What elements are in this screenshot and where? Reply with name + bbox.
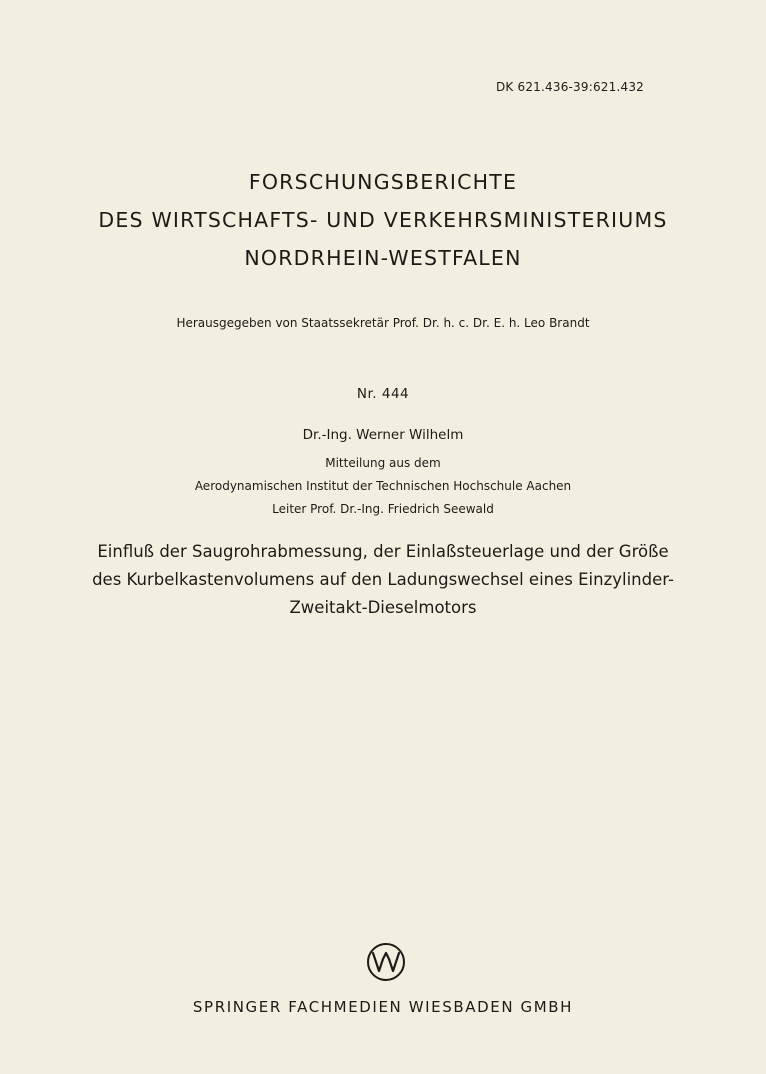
report-number: Nr. 444 <box>356 386 410 402</box>
editor-line: Herausgegeben von Staatssekretär Prof. Dr. h. c. Dr. E. h. Leo Brandt <box>176 316 590 330</box>
series-title-line: FORSCHUNGSBERICHTE <box>248 170 518 194</box>
report-title-line: Einfluß der Saugrohrabmessung, der Einlaßsteuerlage und der Größe <box>97 542 669 561</box>
series-title-line: NORDRHEIN-WESTFALEN <box>244 246 522 270</box>
affiliation-line: Aerodynamischen Institut der Technischen Hochschule Aachen <box>194 479 572 493</box>
affiliation-line: Mitteilung aus dem <box>325 456 441 470</box>
publisher-name: SPRINGER FACHMEDIEN WIESBADEN GMBH <box>192 998 574 1016</box>
affiliation-line: Leiter Prof. Dr.-Ing. Friedrich Seewald <box>272 502 494 516</box>
series-title <box>0 163 766 277</box>
publisher-vw-logo-icon <box>366 942 406 982</box>
classification-code: DK 621.436-39:621.432 <box>495 80 644 94</box>
author-name: Dr.-Ing. Werner Wilhelm <box>302 427 464 443</box>
report-title-line: des Kurbelkastenvolumens auf den Ladungswechsel eines Einzylinder- <box>92 570 674 589</box>
report-title-line: Zweitakt-Dieselmotors <box>289 598 477 617</box>
series-title-line: DES WIRTSCHAFTS- UND VERKEHRSMINISTERIUMS <box>98 208 668 232</box>
affiliation <box>0 452 766 521</box>
report-title <box>0 538 766 622</box>
